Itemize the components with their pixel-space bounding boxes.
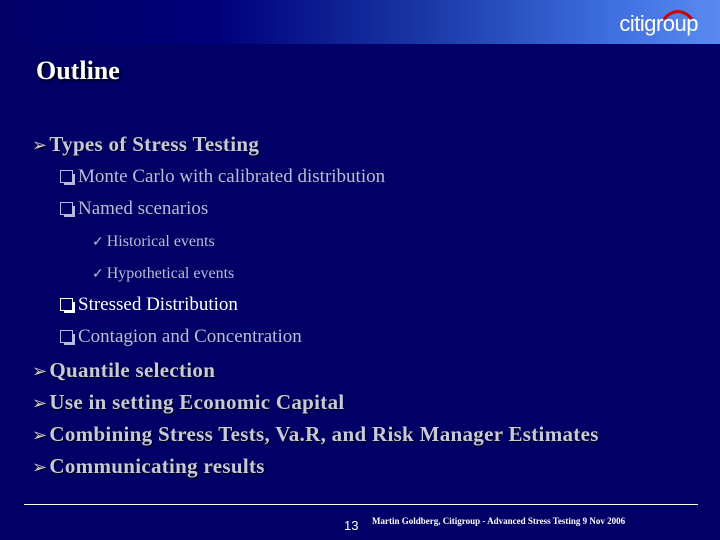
check-bullet-icon: ✓: [92, 234, 104, 250]
bullet-item: [92, 233, 215, 251]
bullet-item: [32, 454, 265, 479]
bullet-text: Combining Stress Tests, Va.R, and Risk Manager Estimates: [49, 422, 599, 446]
bullet-item-highlighted: [60, 294, 238, 316]
citigroup-logo: [578, 6, 698, 38]
bullet-text: Monte Carlo with calibrated distribution: [78, 166, 386, 187]
check-bullet-icon: ✓: [92, 266, 104, 282]
slide-title: Outline: [36, 56, 120, 85]
bullet-text: Stressed Distribution: [78, 294, 238, 315]
bullet-item: [60, 166, 385, 188]
bullet-item: [60, 326, 302, 348]
bullet-text: Communicating results: [49, 454, 265, 478]
square-bullet-icon: [60, 202, 73, 215]
bullet-text: Historical events: [106, 233, 215, 250]
square-bullet-icon: [60, 298, 73, 311]
bullet-item: [32, 132, 259, 157]
arrow-bullet-icon: ➢: [32, 457, 48, 478]
footer-text: Martin Goldberg, Citigroup - Advanced Stress Testing 9 Nov 2006: [372, 516, 626, 526]
bullet-text: Use in setting Economic Capital: [49, 390, 345, 414]
bullet-item: [60, 198, 208, 220]
page-number: 13: [344, 518, 359, 533]
bullet-item: [32, 358, 215, 383]
bullet-text: Hypothetical events: [106, 265, 235, 282]
bullet-text: Quantile selection: [49, 358, 216, 382]
square-bullet-icon: [60, 330, 73, 343]
footer-divider: [24, 504, 698, 505]
bullet-text: Types of Stress Testing: [49, 132, 260, 156]
bullet-item: [32, 390, 345, 415]
bullet-text: Contagion and Concentration: [78, 326, 302, 347]
arrow-bullet-icon: ➢: [32, 135, 48, 156]
bullet-text: Named scenarios: [78, 198, 209, 219]
arrow-bullet-icon: ➢: [32, 361, 48, 382]
logo-text: citigroup: [619, 11, 698, 36]
square-bullet-icon: [60, 170, 73, 183]
bullet-item: [92, 265, 234, 283]
bullet-item: [32, 422, 599, 447]
arrow-bullet-icon: ➢: [32, 425, 48, 446]
arrow-bullet-icon: ➢: [32, 393, 48, 414]
header-bar: [0, 0, 720, 44]
